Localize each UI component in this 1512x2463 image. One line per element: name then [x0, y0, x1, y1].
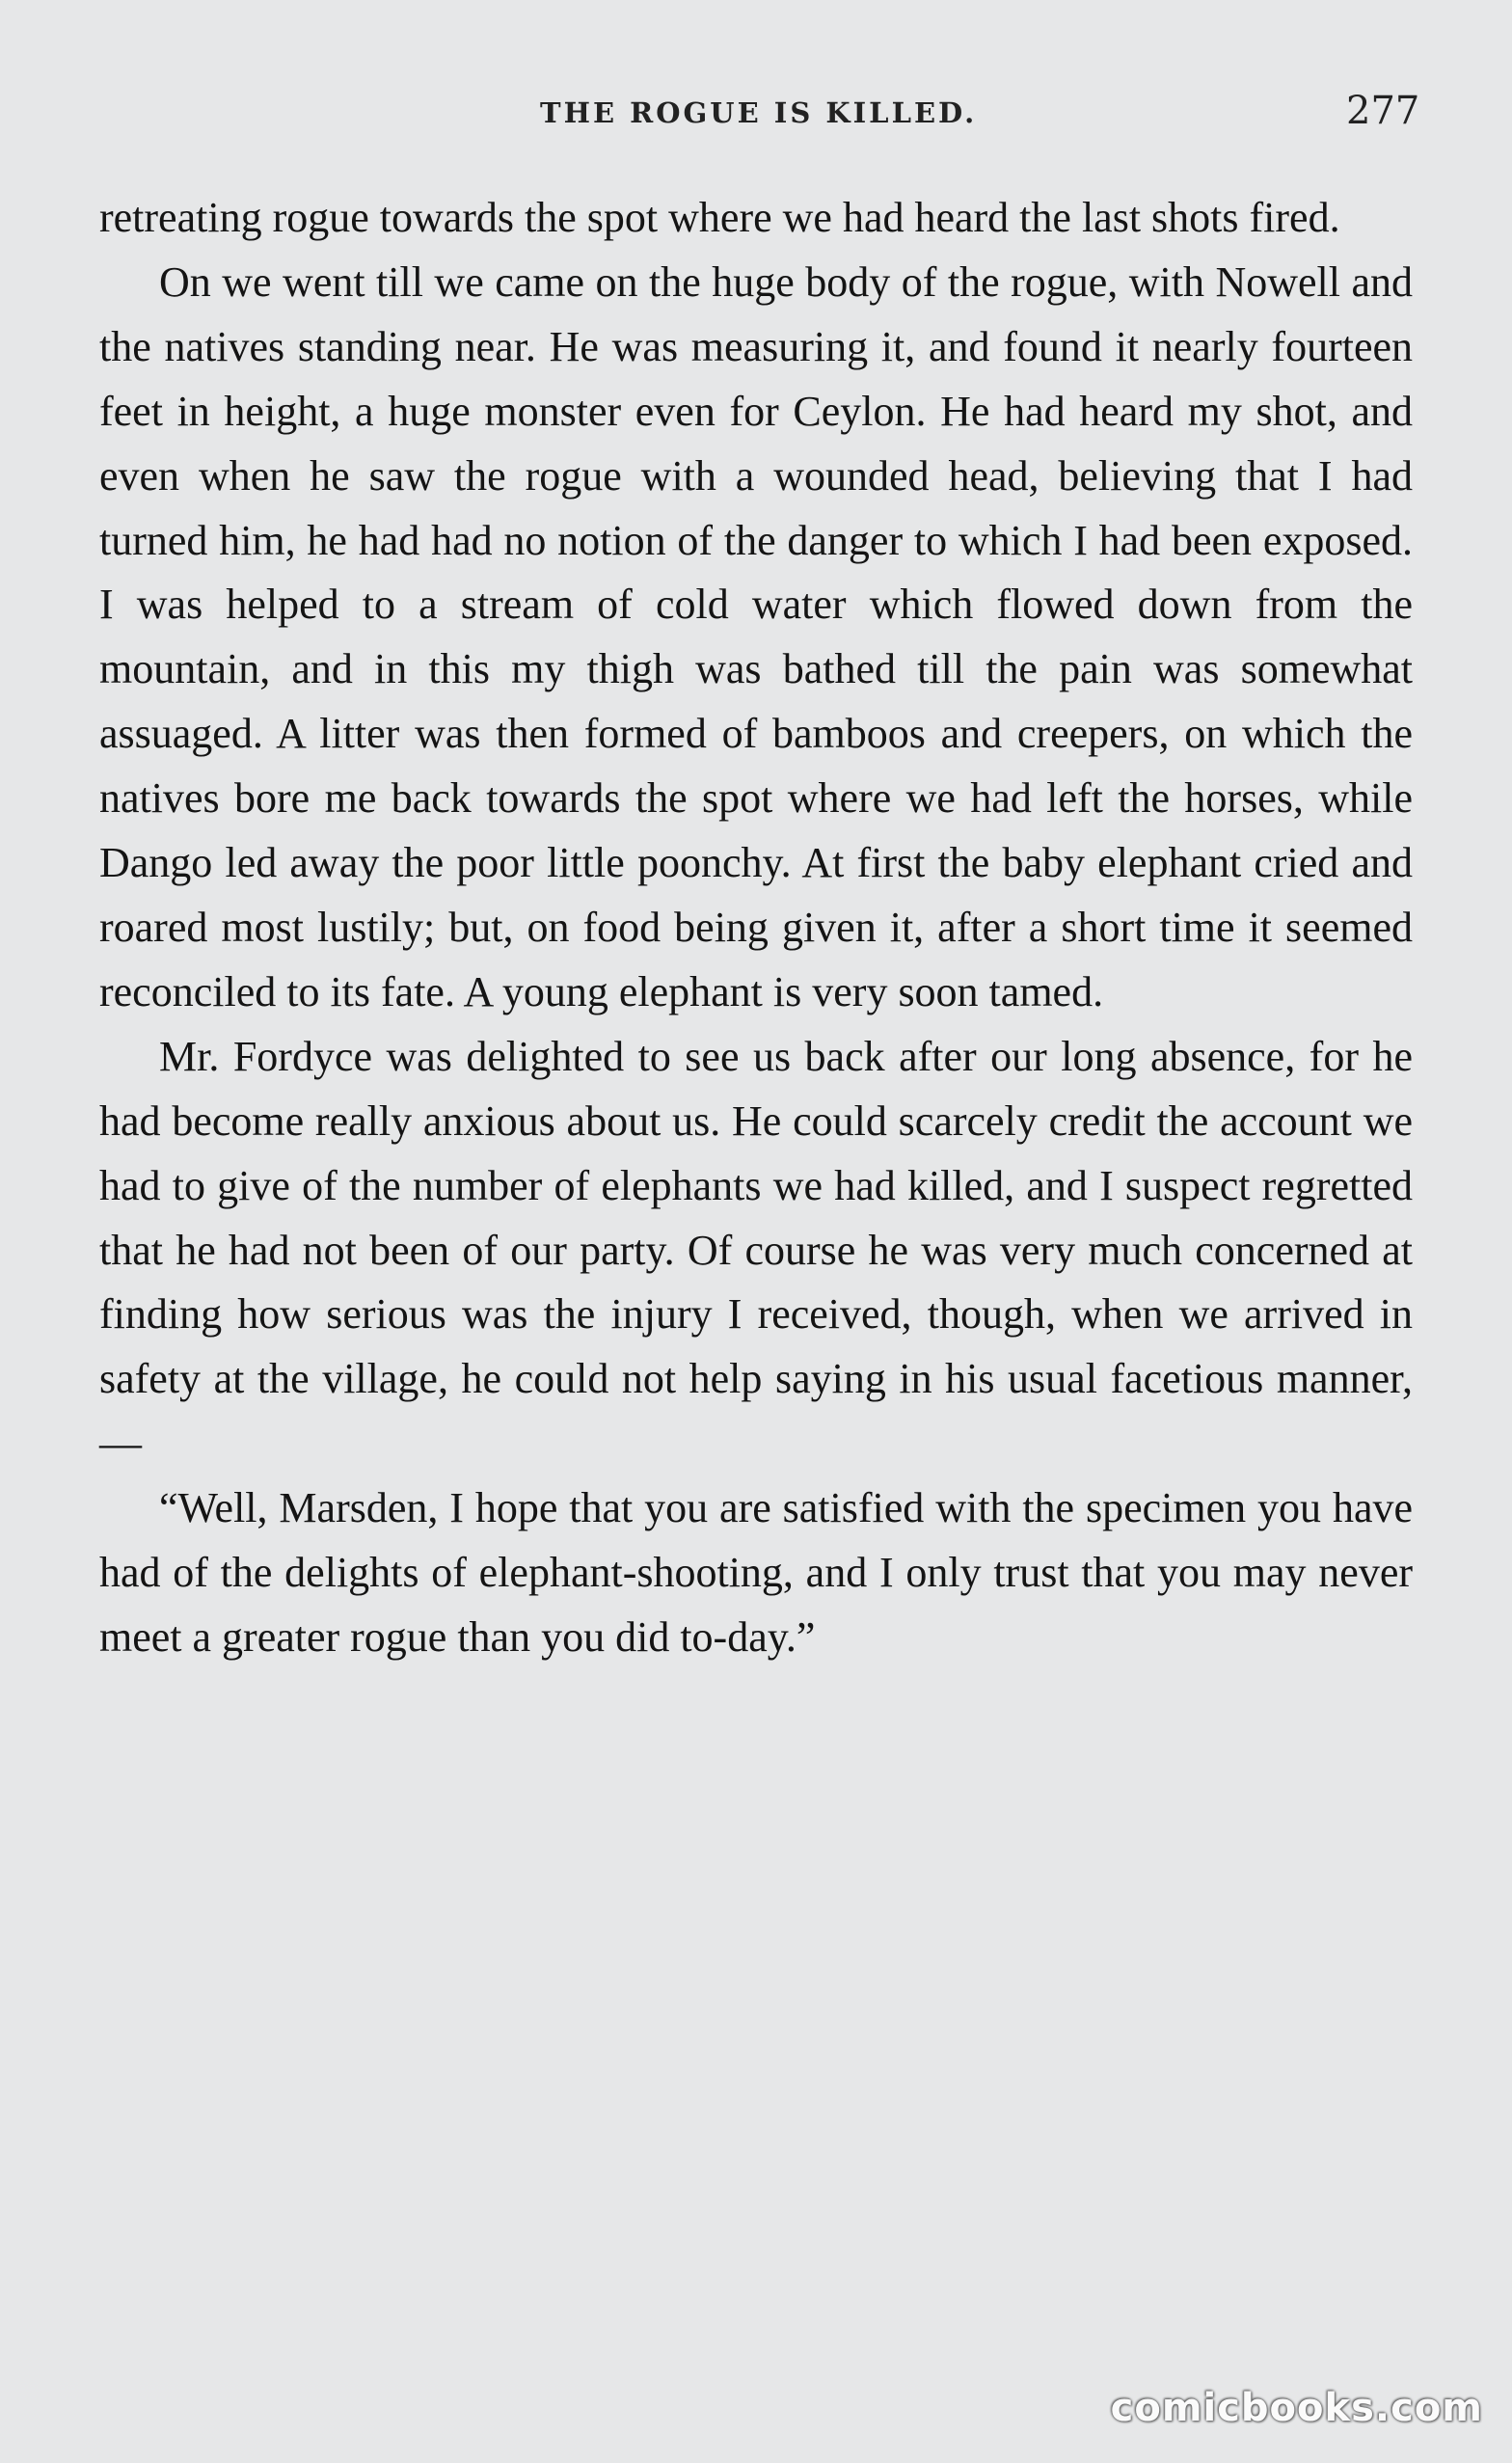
paragraph: retreating rogue towards the spot where we had heard the last shots fired.: [99, 194, 1340, 241]
page-header: [0, 89, 1512, 147]
paragraph: “Well, Marsden, I hope that you are satisfied with the specimen you have had of the delights of elephant-shooting, and I only trust that you may never meet a greater rogue than you did to-day.”: [99, 1484, 1413, 1661]
watermark: comicbooks.com: [1110, 2386, 1483, 2430]
running-title: THE ROGUE IS KILLED.: [540, 96, 978, 129]
body-text: [99, 186, 1413, 1670]
paragraph: On we went till we came on the huge body of the rogue, with Nowell and the natives standing near. He was measuring it, and found it nearly fourteen feet in height, a huge monster even for Ceylon. He had heard my shot, and even when he saw the rogue with a wounded head, believing that I had turned him, he had had no notion of the danger to which I had been exposed. I was helped to a stream of cold water which flowed down from the mountain, and in this my thigh was bathed till the pain was somewhat assuaged. A litter was then formed of bamboos and creepers, on which the natives bore me back towards the spot where we had left the horses, while Dango led away the poor little poonchy. At first the baby elephant cried and roared most lustily; but, on food being given it, after a short time it seemed reconciled to its fate. A young elephant is very soon tamed.: [99, 257, 1413, 1015]
page-number: 277: [1346, 89, 1420, 133]
paragraph: Mr. Fordyce was delighted to see us back after our long absence, for he had become really anxious about us. He could scarcely credit the account we had to give of the number of elephants we had killed, and I suspect regretted that he had not been of our party. Of course he was very much concerned at finding how serious was the injury I received, though, when we arrived in safety at the village, he could not help saying in his usual facetious manner,—: [99, 1032, 1413, 1468]
